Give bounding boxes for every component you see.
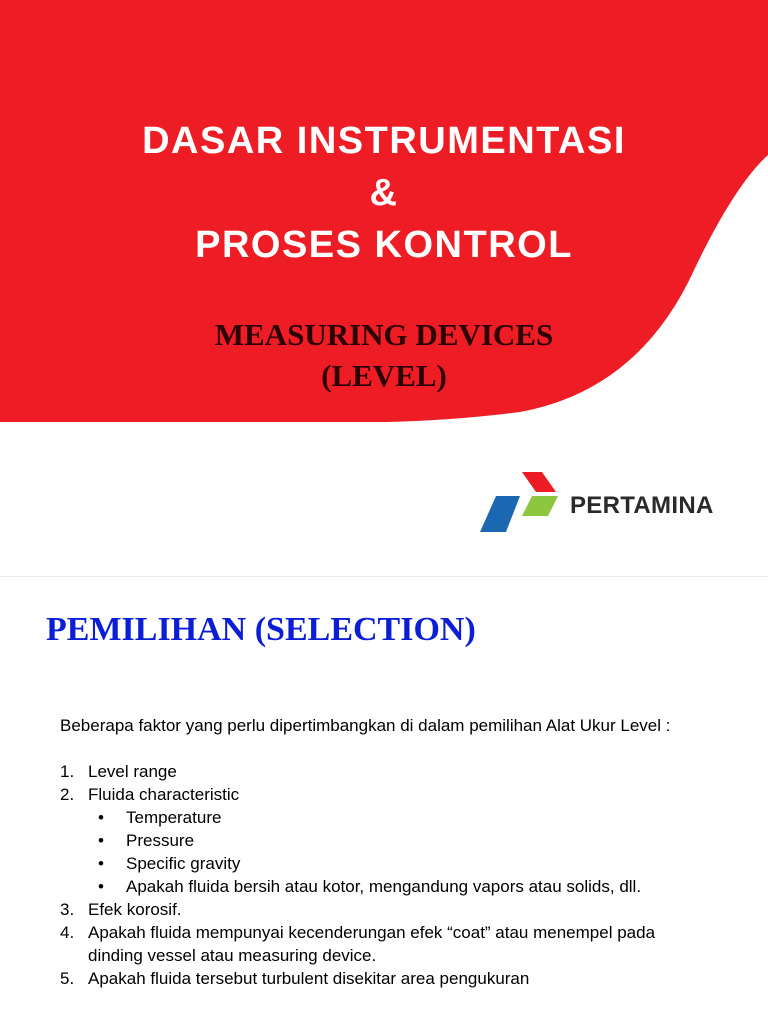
subtitle-line-2: (LEVEL) [321, 358, 447, 393]
list-text: Level range [88, 762, 177, 781]
pertamina-logo [478, 468, 738, 538]
sub-list [88, 806, 700, 898]
list-number: 1. [60, 762, 75, 781]
sub-list-text: Pressure [126, 831, 195, 850]
sub-list-item [88, 875, 700, 898]
list-text: Apakah fluida mempunyai kecenderungan efek “coat” atau menempel pada dinding vessel atau measuring device. [88, 923, 656, 965]
title-line-1: DASAR INSTRUMENTASI [142, 120, 626, 162]
sub-list-item [88, 829, 700, 852]
selection-slide [0, 577, 768, 1024]
factor-list [60, 760, 700, 990]
title-line-2: & [369, 172, 399, 214]
list-number: 2. [60, 785, 75, 804]
list-text: Efek korosif. [88, 900, 182, 919]
subtitle-line-1: MEASURING DEVICES [214, 317, 554, 352]
bullet: • [98, 877, 104, 896]
bullet: • [98, 831, 104, 850]
selection-content [60, 714, 700, 990]
sub-list-item [88, 806, 700, 829]
title-line-3: PROSES KONTROL [195, 224, 573, 266]
bullet: • [98, 808, 104, 827]
list-item [60, 783, 700, 898]
list-number: 3. [60, 900, 75, 919]
selection-title: PEMILIHAN (SELECTION) [46, 611, 476, 648]
list-number: 4. [60, 923, 75, 942]
slide-subtitle [0, 314, 768, 396]
list-item [60, 967, 700, 990]
slide-title [0, 115, 768, 271]
sub-list-text: Specific gravity [126, 854, 241, 873]
pertamina-logo-icon [478, 468, 562, 538]
list-item [60, 921, 700, 967]
sub-list-item [88, 852, 700, 875]
logo-wordmark: PERTAMINA [570, 492, 714, 519]
intro-paragraph: Beberapa faktor yang perlu dipertimbangkan di dalam pemilihan Alat Ukur Level : [60, 716, 671, 735]
list-number: 5. [60, 969, 75, 988]
bullet: • [98, 854, 104, 873]
list-text: Fluida characteristic [88, 785, 240, 804]
list-item [60, 760, 700, 783]
sub-list-text: Apakah fluida bersih atau kotor, mengandung vapors atau solids, dll. [126, 877, 642, 896]
list-item [60, 898, 700, 921]
list-text: Apakah fluida tersebut turbulent disekitar area pengukuran [88, 969, 530, 988]
sub-list-text: Temperature [126, 808, 222, 827]
